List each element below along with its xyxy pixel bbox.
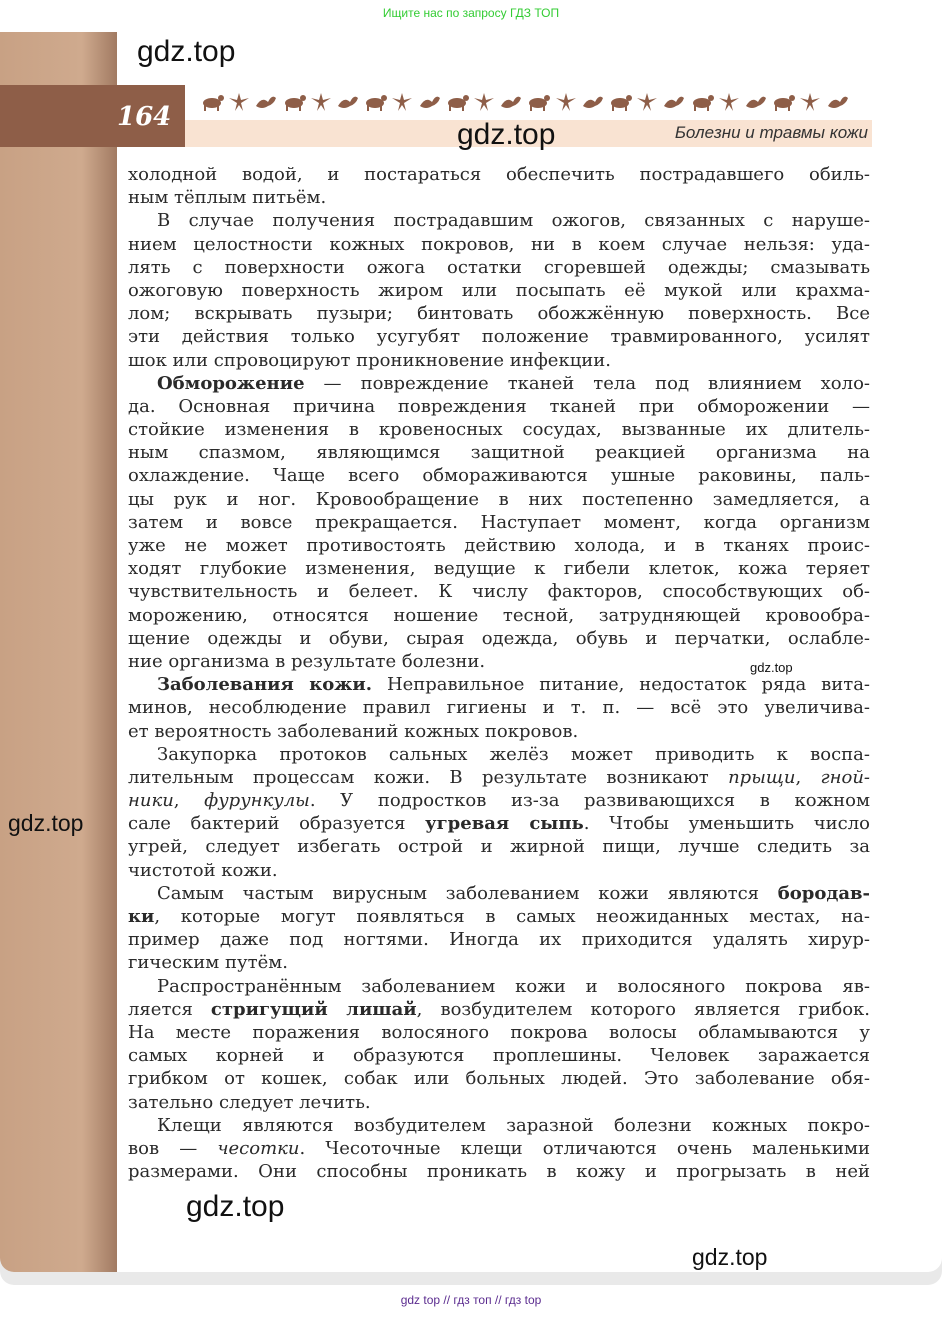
text-run: пример даже под ногтями. Иногда их приходится удалять хирур- [128, 929, 870, 951]
text-run: . Чесоточные клещи отличаются очень маленькими [299, 1137, 870, 1159]
text-run: Закупорка протоков сальных желёз может приводить к воспа- [157, 743, 870, 765]
watermark: gdz.top [8, 810, 84, 836]
text-run: вов — [128, 1137, 218, 1159]
text-run: размерами. Они способны проникать в кожу и прогрызать в ней [128, 1161, 870, 1183]
text-run: лительным процессам кожи. В результате возникают [128, 766, 729, 788]
text-line [128, 905, 870, 928]
animal-silhouette-icon [581, 90, 605, 114]
animal-silhouette-icon [744, 90, 768, 114]
text-run: щение одежды и обуви, сырая одежда, обувь и перчатки, ослабле- [128, 627, 870, 649]
text-run: На месте поражения волосяного покрова волосы обламываются у [128, 1021, 870, 1043]
chapter-title: Болезни и травмы кожи [674, 123, 868, 142]
bold-term: угревая сыпь [425, 813, 584, 835]
text-run: морожению, относятся ношение тесной, затрудняющей кровообра- [128, 604, 870, 626]
text-run: грибком от кошек, собак или больных людей. Это заболевание обя- [128, 1068, 870, 1090]
animal-silhouettes-ornament [200, 90, 850, 114]
text-run: ным тёплым питьём. [128, 187, 327, 209]
text-run: шок или спровоцируют проникновение инфекции. [128, 349, 612, 371]
animal-silhouette-icon [690, 90, 714, 114]
text-run: затем и вовсе прекращается. Наступает момент, когда организм [128, 511, 870, 533]
text-line [128, 511, 870, 534]
text-run: , [173, 790, 205, 812]
text-line [128, 859, 870, 882]
watermark: gdz.top [750, 660, 793, 675]
text-line [128, 256, 870, 279]
text-run: В случае получения пострадавшим ожогов, связанных с наруше- [157, 210, 870, 232]
text-line [128, 1021, 870, 1044]
text-run: — повреждение тканей тела под влиянием холо- [304, 372, 870, 394]
text-run: . У подростков из-за развивающихся в кожном [309, 790, 870, 812]
text-line [128, 789, 870, 812]
page-margin-strip [0, 32, 117, 1272]
animal-silhouette-icon [771, 90, 795, 114]
italic-term: ники [128, 790, 174, 812]
animal-silhouette-icon [554, 90, 578, 114]
text-line [128, 928, 870, 951]
animal-silhouette-icon [282, 90, 306, 114]
text-run: чувствительность и белеет. К числу факторов, способствующих об- [128, 581, 870, 603]
text-line [128, 302, 870, 325]
text-run: ляется [128, 998, 211, 1020]
page-number: 164 [117, 102, 172, 132]
animal-silhouette-icon [798, 90, 822, 114]
text-line [128, 279, 870, 302]
animal-silhouette-icon [418, 90, 442, 114]
text-line [128, 743, 870, 766]
animal-silhouette-icon [499, 90, 523, 114]
text-run: нием целостности кожных покровов, ни в коем случае нельзя: уда- [128, 233, 870, 255]
text-run: Неправильное питание, недостаток ряда вита- [372, 674, 871, 696]
animal-silhouette-icon [635, 90, 659, 114]
text-run: Распространённым заболеванием кожи и волосяного покрова яв- [157, 975, 870, 997]
animal-silhouette-icon [826, 90, 850, 114]
animal-silhouette-icon [526, 90, 550, 114]
page-number-block [0, 85, 185, 147]
bold-term: бородав- [777, 882, 870, 904]
animal-silhouette-icon [472, 90, 496, 114]
text-run: Самым частым вирусным заболеванием кожи являются [157, 882, 778, 904]
text-line [128, 1160, 870, 1183]
text-line [128, 534, 870, 557]
text-line [128, 418, 870, 441]
animal-silhouette-icon [363, 90, 387, 114]
animal-silhouette-icon [445, 90, 469, 114]
text-run: лять с поверхности ожога остатки сгоревшей одежды; смазывать [128, 256, 870, 278]
text-line [128, 1114, 870, 1137]
body-text [128, 163, 870, 1183]
watermark: gdz.top [186, 1190, 285, 1223]
text-line [128, 557, 870, 580]
text-run: охлаждение. Чаще всего обмораживаются ушные раковины, паль- [128, 465, 870, 487]
text-line [128, 951, 870, 974]
text-run: , возбудителем которого является грибок. [416, 998, 870, 1020]
bold-term: Обморожение [157, 372, 305, 394]
text-line [128, 233, 870, 256]
bold-term: ки [128, 906, 155, 927]
text-line [128, 488, 870, 511]
italic-term: гной- [820, 766, 870, 788]
text-line [128, 349, 870, 372]
text-run: стойкие изменения в кровеносных сосудах, вызванные их длитель- [128, 419, 870, 441]
text-run: , [795, 766, 821, 788]
animal-silhouette-icon [254, 90, 278, 114]
animal-silhouette-icon [662, 90, 686, 114]
bold-term: стригущий лишай [210, 998, 417, 1020]
text-run: сале бактерий образуется [128, 813, 426, 835]
text-line [128, 975, 870, 998]
text-run: ожоговую поверхность жиром или посыпать её мукой или крахма- [128, 279, 870, 301]
footer-links: gdz top // гдз топ // гдз top [400, 1293, 542, 1307]
text-run: ходят глубокие изменения, ведущие к гибели клеток, кожа теряет [128, 558, 870, 580]
text-run: . Чтобы уменьшить число [583, 813, 870, 835]
text-run: самых корней и образуются проплешины. Человек заражается [128, 1045, 870, 1067]
text-line [128, 812, 870, 835]
text-line [128, 209, 870, 232]
text-line [128, 882, 870, 905]
text-run: лом; вскрывать пузыри; бинтовать обожжённую поверхность. Все [128, 303, 870, 325]
text-line [128, 766, 870, 789]
text-line [128, 673, 870, 696]
text-line [128, 186, 870, 209]
animal-silhouette-icon [200, 90, 224, 114]
animal-silhouette-icon [336, 90, 360, 114]
animal-silhouette-icon [309, 90, 333, 114]
text-line [128, 395, 870, 418]
text-run: ным спазмом, являющимся защитной реакцией организма на [128, 442, 870, 464]
text-line [128, 720, 870, 743]
text-line [128, 372, 870, 395]
watermark: gdz.top [692, 1244, 768, 1270]
text-run: минов, несоблюдение правил гигиены и т. п. — всё это увеличива- [128, 697, 870, 719]
search-hint-banner: Ищите нас по запросу ГДЗ ТОП [382, 6, 560, 20]
text-line [128, 696, 870, 719]
text-line [128, 441, 870, 464]
animal-silhouette-icon [608, 90, 632, 114]
text-run: эти действия только усугубят положение травмированного, усилят [128, 326, 870, 348]
text-line [128, 1137, 870, 1160]
text-line [128, 163, 870, 186]
text-line [128, 1091, 870, 1114]
animal-silhouette-icon [227, 90, 251, 114]
italic-term: фурункулы [204, 790, 310, 812]
text-line [128, 1067, 870, 1090]
text-run: , которые могут появляться в самых неожиданных местах, на- [154, 906, 870, 927]
text-line [128, 835, 870, 858]
text-run: зательно следует лечить. [128, 1091, 371, 1113]
text-run: холодной водой, и постараться обеспечить пострадавшего обиль- [128, 164, 870, 185]
text-line [128, 998, 870, 1021]
animal-silhouette-icon [390, 90, 414, 114]
text-run: уже не может противостоять действию холода, и в тканях проис- [128, 535, 870, 556]
text-line [128, 325, 870, 348]
text-run: цы рук и ног. Кровообращение в них постепенно замедляется, а [128, 488, 870, 510]
italic-term: чесотки [217, 1137, 300, 1159]
watermark: gdz.top [457, 118, 556, 151]
bold-term: Заболевания кожи. [157, 674, 373, 696]
watermark: gdz.top [137, 35, 236, 68]
text-run: угрей, следует избегать острой и жирной пищи, лучше следить за [128, 836, 870, 858]
text-run: чистотой кожи. [128, 859, 278, 881]
text-line [128, 650, 870, 673]
text-run: ние организма в результате болезни. [128, 650, 486, 672]
text-line [128, 1044, 870, 1067]
text-line [128, 580, 870, 603]
text-run: да. Основная причина повреждения тканей при обморожении — [128, 395, 870, 417]
text-line [128, 627, 870, 650]
text-run: ет вероятность заболеваний кожных покровов. [128, 720, 579, 742]
text-run: гическим путём. [128, 952, 288, 974]
text-line [128, 604, 870, 627]
text-line [128, 464, 870, 487]
animal-silhouette-icon [717, 90, 741, 114]
italic-term: прыщи [728, 766, 796, 788]
text-run: Клещи являются возбудителем заразной болезни кожных покро- [157, 1114, 870, 1136]
